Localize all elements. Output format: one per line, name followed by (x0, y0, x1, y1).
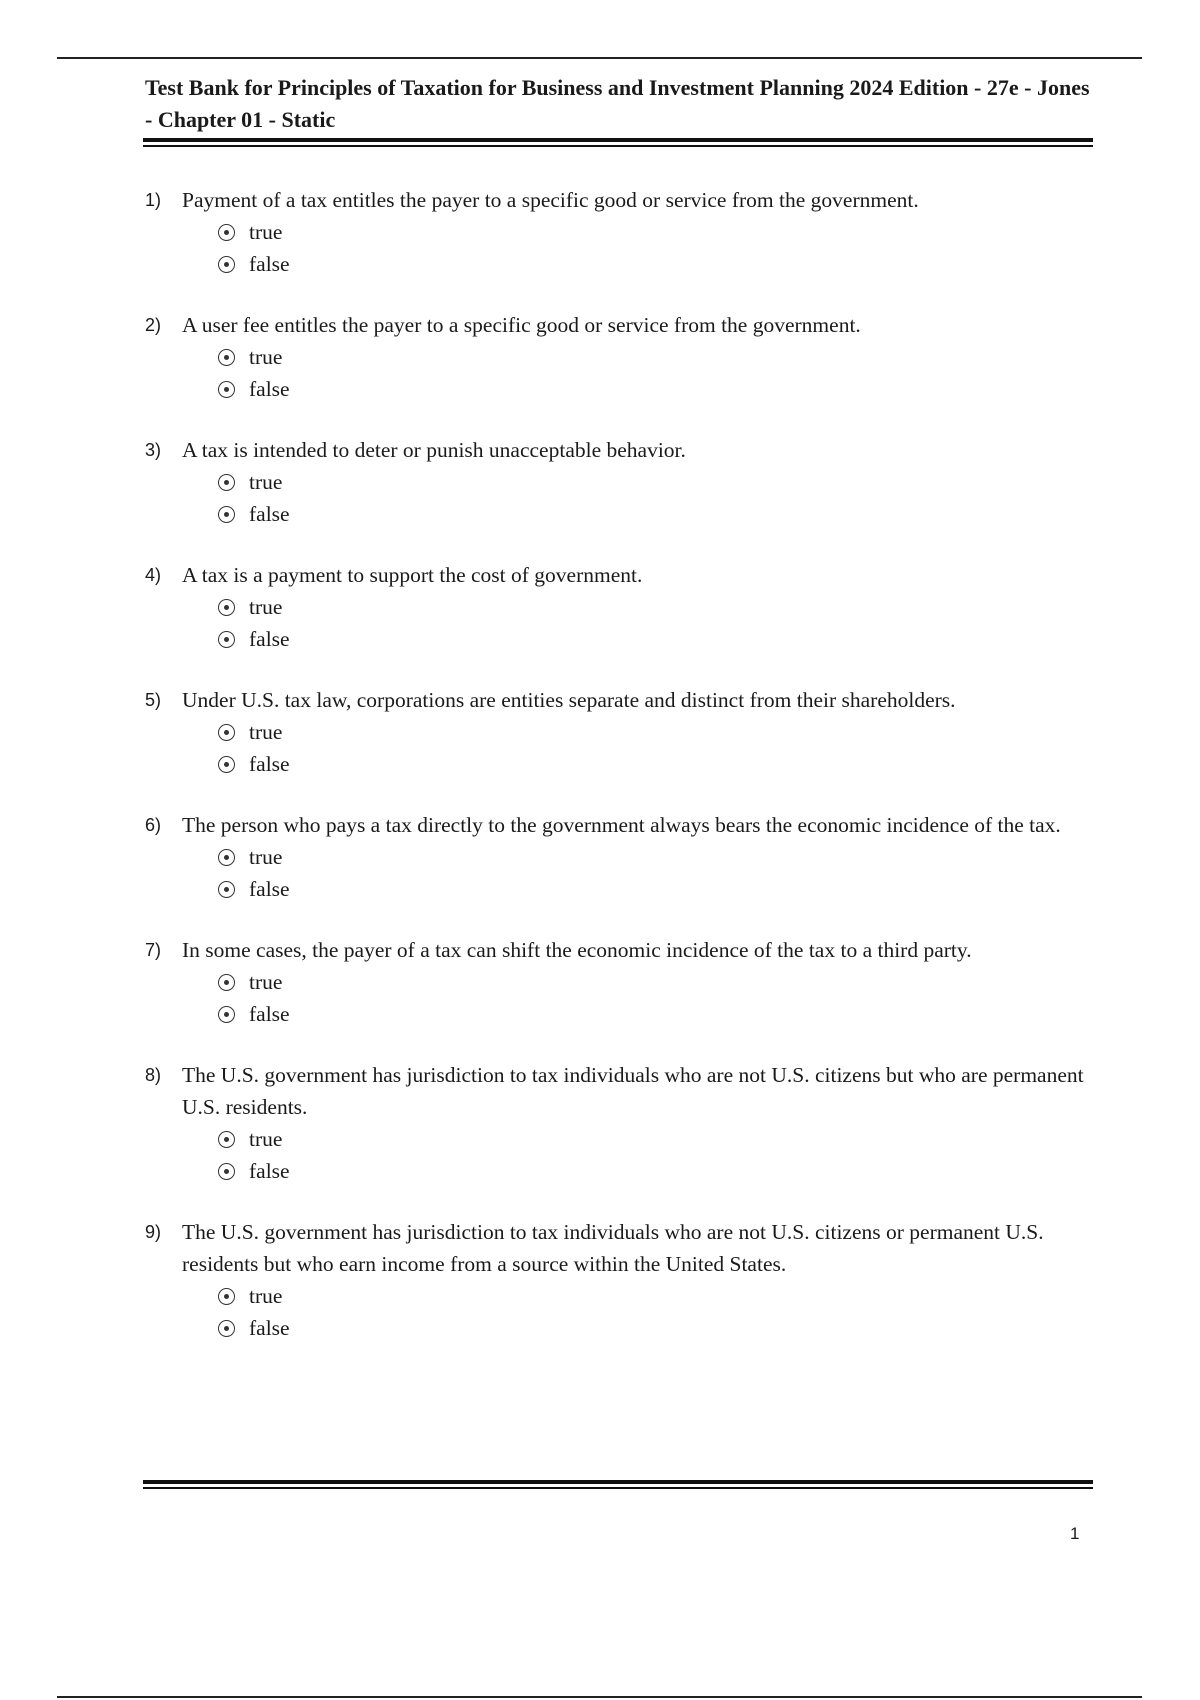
question-number: 3) (145, 440, 162, 460)
answer-option-label: true (249, 470, 283, 494)
radio-button-icon[interactable] (218, 1288, 235, 1305)
answer-option-label: true (249, 845, 283, 869)
answer-option-label: true (249, 1127, 283, 1151)
radio-button-icon[interactable] (218, 1320, 235, 1337)
answer-choices (218, 216, 1095, 280)
question-item (145, 434, 1095, 530)
question-number: 8) (145, 1065, 162, 1085)
answer-option[interactable] (218, 591, 1095, 623)
radio-button-icon[interactable] (218, 756, 235, 773)
answer-option[interactable] (218, 873, 1095, 905)
question-text: The person who pays a tax directly to the government always bears the economic incidence of the tax. (182, 813, 1061, 837)
question-item (145, 809, 1095, 905)
question-item (145, 934, 1095, 1030)
answer-option[interactable] (218, 466, 1095, 498)
answer-option[interactable] (218, 1155, 1095, 1187)
answer-choices (218, 966, 1095, 1030)
answer-option-label: false (249, 752, 290, 776)
question-row (145, 309, 1095, 341)
answer-option[interactable] (218, 1123, 1095, 1155)
question-row (145, 559, 1095, 591)
question-item (145, 684, 1095, 780)
page-top-rule (57, 57, 1142, 59)
question-text: Under U.S. tax law, corporations are entities separate and distinct from their shareholders. (182, 688, 956, 712)
radio-button-icon[interactable] (218, 349, 235, 366)
question-text: A user fee entitles the payer to a specific good or service from the government. (182, 313, 861, 337)
answer-option-label: true (249, 720, 283, 744)
answer-option[interactable] (218, 373, 1095, 405)
question-row (145, 1059, 1095, 1123)
question-number: 6) (145, 815, 162, 835)
question-number: 7) (145, 940, 162, 960)
answer-option-label: false (249, 502, 290, 526)
question-row (145, 1216, 1095, 1280)
answer-choices (218, 1280, 1095, 1344)
answer-option[interactable] (218, 341, 1095, 373)
page-bottom-rule (57, 1696, 1142, 1698)
radio-button-icon[interactable] (218, 474, 235, 491)
radio-button-icon[interactable] (218, 724, 235, 741)
radio-button-icon[interactable] (218, 631, 235, 648)
question-row (145, 434, 1095, 466)
answer-option[interactable] (218, 841, 1095, 873)
answer-option[interactable] (218, 216, 1095, 248)
answer-choices (218, 716, 1095, 780)
question-item (145, 1216, 1095, 1344)
radio-button-icon[interactable] (218, 881, 235, 898)
answer-option[interactable] (218, 1312, 1095, 1344)
question-text: In some cases, the payer of a tax can shift the economic incidence of the tax to a third party. (182, 938, 972, 962)
header-double-rule (143, 138, 1093, 149)
question-text: The U.S. government has jurisdiction to tax individuals who are not U.S. citizens but who are permanent U.S. residents. (182, 1063, 1084, 1119)
question-text: A tax is intended to deter or punish unacceptable behavior. (182, 438, 686, 462)
question-item (145, 1059, 1095, 1187)
document-title: Test Bank for Principles of Taxation for Business and Investment Planning 2024 Edition - 27e - Jones - Chapter 01 - Static (145, 75, 1090, 132)
question-text: Payment of a tax entitles the payer to a specific good or service from the government. (182, 188, 919, 212)
question-text: The U.S. government has jurisdiction to tax individuals who are not U.S. citizens or permanent U.S. residents but who earn income from a source within the United States. (182, 1220, 1044, 1276)
radio-button-icon[interactable] (218, 256, 235, 273)
question-number: 2) (145, 315, 162, 335)
question-row (145, 934, 1095, 966)
answer-option-label: true (249, 595, 283, 619)
footer-double-rule (143, 1480, 1093, 1491)
question-text: A tax is a payment to support the cost of government. (182, 563, 643, 587)
radio-button-icon[interactable] (218, 381, 235, 398)
radio-button-icon[interactable] (218, 1131, 235, 1148)
radio-button-icon[interactable] (218, 1006, 235, 1023)
answer-choices (218, 466, 1095, 530)
answer-option[interactable] (218, 248, 1095, 280)
answer-choices (218, 341, 1095, 405)
question-number: 5) (145, 690, 162, 710)
answer-choices (218, 591, 1095, 655)
answer-option-label: false (249, 627, 290, 651)
question-item (145, 184, 1095, 280)
answer-choices (218, 841, 1095, 905)
question-row (145, 184, 1095, 216)
answer-option[interactable] (218, 998, 1095, 1030)
answer-choices (218, 1123, 1095, 1187)
question-number: 4) (145, 565, 162, 585)
answer-option-label: true (249, 970, 283, 994)
answer-option-label: true (249, 345, 283, 369)
answer-option-label: false (249, 1002, 290, 1026)
answer-option[interactable] (218, 748, 1095, 780)
answer-option[interactable] (218, 498, 1095, 530)
question-row (145, 809, 1095, 841)
radio-button-icon[interactable] (218, 599, 235, 616)
answer-option[interactable] (218, 1280, 1095, 1312)
question-number: 1) (145, 190, 162, 210)
question-list (145, 184, 1095, 1373)
question-item (145, 559, 1095, 655)
radio-button-icon[interactable] (218, 506, 235, 523)
page-number: 1 (1070, 1524, 1080, 1543)
question-number: 9) (145, 1222, 162, 1242)
answer-option[interactable] (218, 623, 1095, 655)
answer-option[interactable] (218, 716, 1095, 748)
radio-button-icon[interactable] (218, 1163, 235, 1180)
radio-button-icon[interactable] (218, 224, 235, 241)
answer-option-label: false (249, 1159, 290, 1183)
radio-button-icon[interactable] (218, 849, 235, 866)
answer-option-label: false (249, 877, 290, 901)
answer-option-label: true (249, 1284, 283, 1308)
question-row (145, 684, 1095, 716)
question-item (145, 309, 1095, 405)
radio-button-icon[interactable] (218, 974, 235, 991)
answer-option[interactable] (218, 966, 1095, 998)
answer-option-label: false (249, 1316, 290, 1340)
answer-option-label: false (249, 252, 290, 276)
answer-option-label: true (249, 220, 283, 244)
answer-option-label: false (249, 377, 290, 401)
